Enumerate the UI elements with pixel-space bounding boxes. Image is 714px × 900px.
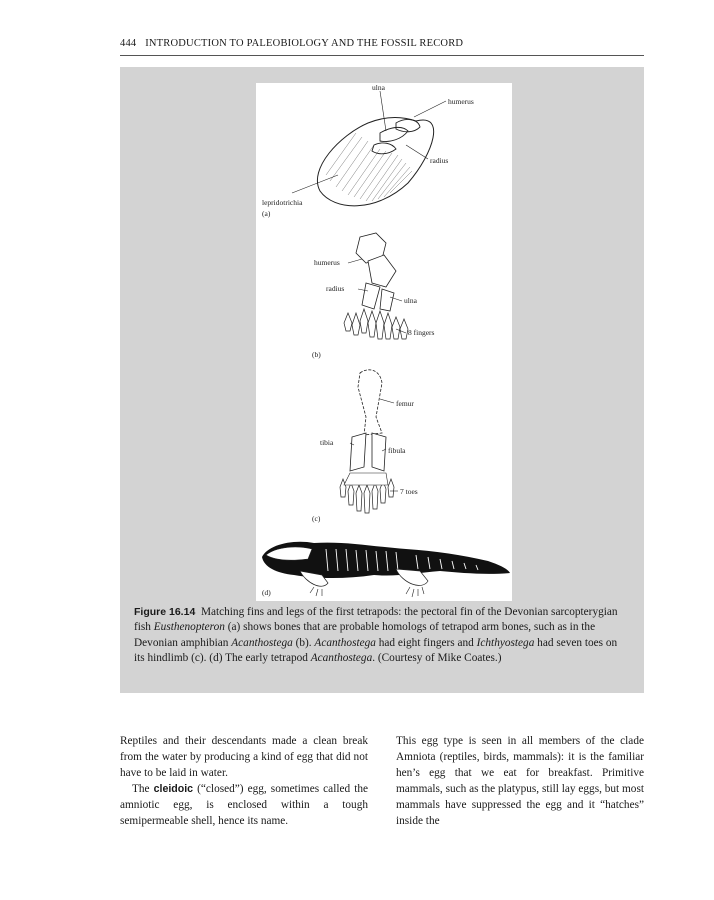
caption-text-6: . (Courtesy of Mike Coates.): [372, 652, 502, 665]
key-term-cleidoic: cleidoic: [153, 783, 194, 795]
caption-text-4: had eight fingers and: [375, 636, 477, 649]
caption-taxon-acanthostega-3: Acanthostega: [310, 652, 373, 665]
body-column-left: [120, 733, 368, 829]
body-column-right: [396, 733, 644, 829]
figure-label: Figure 16.14: [134, 606, 196, 618]
forelimb-drawing: [344, 233, 408, 339]
label-femur: femur: [396, 399, 414, 408]
caption-text-5: had seven toes on its hindlimb (c). (d) The early tetrapod: [134, 636, 618, 665]
paragraph-cleidoic: [120, 781, 368, 829]
figure-caption: [134, 605, 630, 667]
figure-box: [120, 67, 644, 693]
acanthostega-skeleton-drawing: [262, 542, 510, 597]
label-toes: 7 toes: [400, 487, 418, 496]
fish-fin-leader-lines: [292, 91, 449, 193]
paragraph-cleidoic-rest: (“closed”) egg, sometimes called the amniotic egg, is enclosed within a tough semipermeable shell, hence its name.: [120, 783, 368, 827]
label-panel-b: (b): [312, 350, 321, 359]
label-ulna-b: ulna: [404, 296, 417, 305]
label-ulna-a: ulna: [372, 83, 385, 92]
label-panel-a: (a): [262, 209, 271, 218]
label-lepidotrichia: lepridotrichia: [262, 198, 303, 207]
paragraph-cleidoic-lead: The: [132, 783, 154, 795]
caption-text-3: (b).: [292, 636, 315, 649]
label-panel-d: (d): [262, 588, 271, 597]
figure-illustration-panel: [256, 83, 512, 601]
label-humerus-b: humerus: [314, 258, 340, 267]
label-fingers: 8 fingers: [408, 328, 435, 337]
caption-taxon-eusthenopteron: Eusthenopteron: [153, 621, 225, 634]
caption-text-2: (a) shows bones that are probable homologs of tetrapod arm bones, such as in the Devonian amphibian: [134, 621, 596, 649]
label-fibula: fibula: [388, 446, 406, 455]
paragraph-amniota: This egg type is seen in all members of the clade Amniota (reptiles, birds, mammals): it is the familiar hen’s egg that we eat for breakfast. Primitive mammals, such as the platypus, still lay eggs, but most mammals have suppressed the egg and it “hatches” inside the: [396, 735, 644, 827]
running-title: INTRODUCTION TO PALEOBIOLOGY AND THE FOSSIL RECORD: [145, 38, 464, 49]
fish-fin-drawing: [317, 118, 433, 206]
label-humerus-a: humerus: [448, 97, 474, 106]
running-head: [120, 38, 644, 56]
caption-text-1: Matching fins and legs of the first tetrapods: the pectoral fin of the Devonian sarcopterygian fish: [134, 606, 618, 634]
caption-taxon-ichthyostega: Ichthyostega: [476, 636, 535, 649]
label-radius-b: radius: [326, 284, 345, 293]
label-tibia: tibia: [320, 438, 334, 447]
label-panel-c: (c): [312, 514, 321, 523]
caption-taxon-acanthostega-2: Acanthostega: [314, 636, 376, 649]
hindlimb-drawing: [340, 370, 394, 513]
caption-taxon-acanthostega-1: Acanthostega: [231, 636, 293, 649]
figure-illustration: [256, 83, 512, 601]
page-number: 444: [120, 38, 137, 49]
paragraph-reptiles: Reptiles and their descendants made a clean break from the water by producing a kind of egg that did not have to be laid in water.: [120, 735, 368, 779]
label-radius-a: radius: [430, 156, 449, 165]
